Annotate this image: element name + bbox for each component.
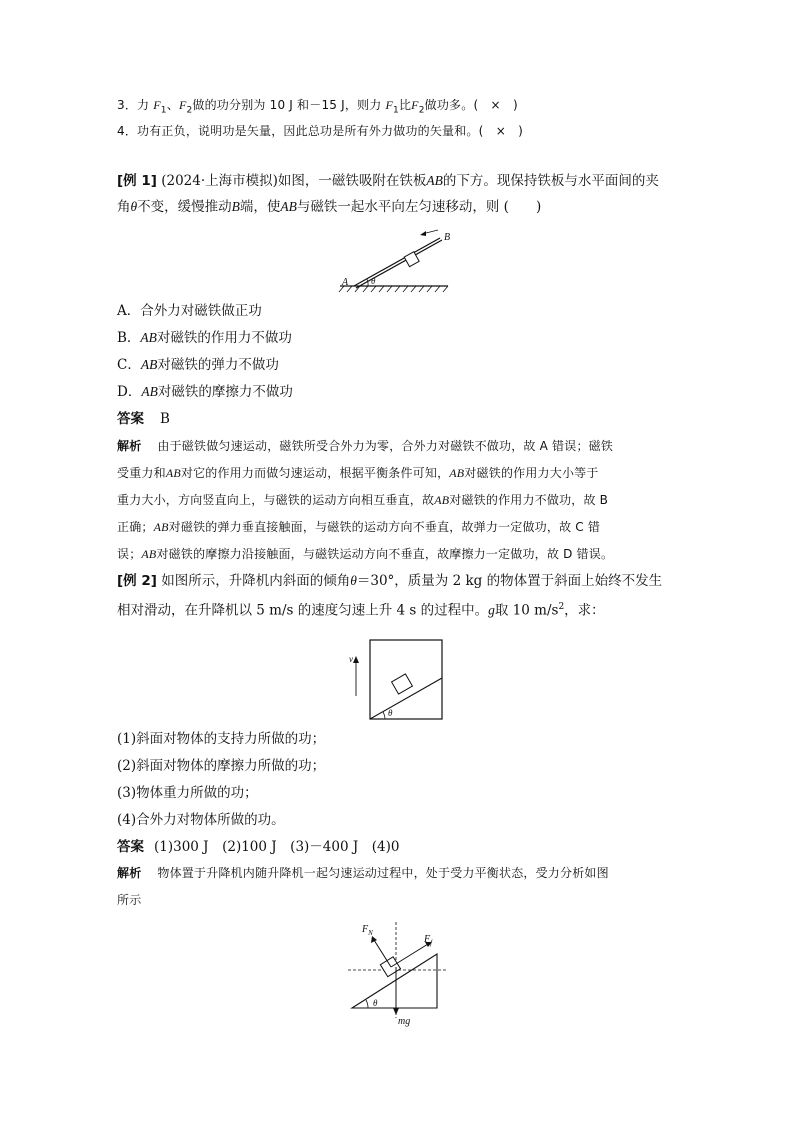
example1-answer: 答案 B <box>117 411 170 427</box>
option-c: C．AB对磁铁的弹力不做功 <box>117 357 279 373</box>
example-tag: [例 1] <box>117 173 157 189</box>
example1-stem-line2: 角θ不变，缓慢推动B端，使AB与磁铁一起水平向左匀速移动，则 ( ) <box>117 199 542 215</box>
question-3: (3)物体重力所做的功； <box>117 785 258 801</box>
label-ff: $F_f$ <box>424 934 433 947</box>
example-tag: [例 2] <box>117 573 157 589</box>
question-1: (1)斜面对物体的支持力所做的功； <box>117 731 326 747</box>
object-block <box>392 674 413 694</box>
example1-analysis-line3: 重力大小，方向竖直向上，与磁铁的运动方向相互垂直，故AB对磁铁的作用力不做功，故 B <box>117 493 609 507</box>
example2-analysis-line1: 解析 物体置于升降机内随升降机一起匀速运动过程中，处于受力平衡状态，受力分析如图 <box>117 866 609 880</box>
example2-stem-line1: [例 2] 如图所示，升降机内斜面的倾角θ＝30°，质量为 2 kg 的物体置于斜面上始终不发生 <box>117 573 663 589</box>
example1-analysis-line2: 受重力和AB对它的作用力而做匀速运动，根据平衡条件可知，AB对磁铁的作用力大小等于 <box>117 466 599 480</box>
push-arrow-icon <box>420 231 426 236</box>
option-b: B．AB对磁铁的作用力不做功 <box>117 330 292 346</box>
example1-stem-line1: [例 1] (2024·上海市模拟)如图，一磁铁吸附在铁板AB的下方。现保持铁板与水平面间的夹 <box>117 173 659 189</box>
label-v: v <box>349 654 353 664</box>
judgment-4: 4．功有正负，说明功是矢量，因此总功是所有外力做功的矢量和。( × ) <box>117 124 524 138</box>
item-number: 3． <box>117 98 138 112</box>
elevator-figure <box>345 636 445 722</box>
label-b: B <box>444 232 451 243</box>
example2-analysis-line2: 所示 <box>117 893 142 907</box>
label-theta: θ <box>373 998 378 1008</box>
question-4: (4)合外力对物体所做的功。 <box>117 812 285 828</box>
up-arrow-icon <box>353 656 359 663</box>
example1-analysis-line1: 解析 由于磁铁做匀速运动，磁铁所受合外力为零，合外力对磁铁不做功，故 A 错误；磁铁 <box>117 439 614 453</box>
option-a: A．合外力对磁铁做正功 <box>117 303 262 319</box>
example1-analysis-line4: 正确；AB对磁铁的弹力垂直接触面，与磁铁的运动方向不垂直，故弹力一定做功，故 C 错 <box>117 520 601 534</box>
force-diagram <box>344 918 454 1030</box>
source-note: (2024·上海市模拟) <box>161 173 278 189</box>
example2-answer: 答案 (1)300 J (2)100 J (3)－400 J (4)0 <box>117 839 400 855</box>
label-mg: mg <box>398 1016 411 1027</box>
question-2: (2)斜面对物体的摩擦力所做的功； <box>117 758 326 774</box>
example1-analysis-line5: 误；AB对磁铁的摩擦力沿接触面，与磁铁运动方向不垂直，故摩擦力一定做功，故 D 错误。 <box>117 547 614 561</box>
option-d: D．AB对磁铁的摩擦力不做功 <box>117 384 293 400</box>
example2-stem-line2: 相对滑动，在升降机以 5 m/s 的速度匀速上升 4 s 的过程中。g取 10 $m/s^2$，求： <box>117 602 605 619</box>
label-fn: $F_N$ <box>362 924 373 937</box>
incline-magnet-figure <box>330 226 460 296</box>
label-a: A <box>342 277 349 288</box>
label-theta: θ <box>388 708 393 718</box>
judgment-3: 3．力 $F_1$、$F_2$做的功分别为 10 J 和－15 J，则力 $F_1$比$F_2$做功多。( × ) <box>117 98 518 116</box>
iron-plate <box>354 238 440 286</box>
label-theta: θ <box>371 276 376 286</box>
